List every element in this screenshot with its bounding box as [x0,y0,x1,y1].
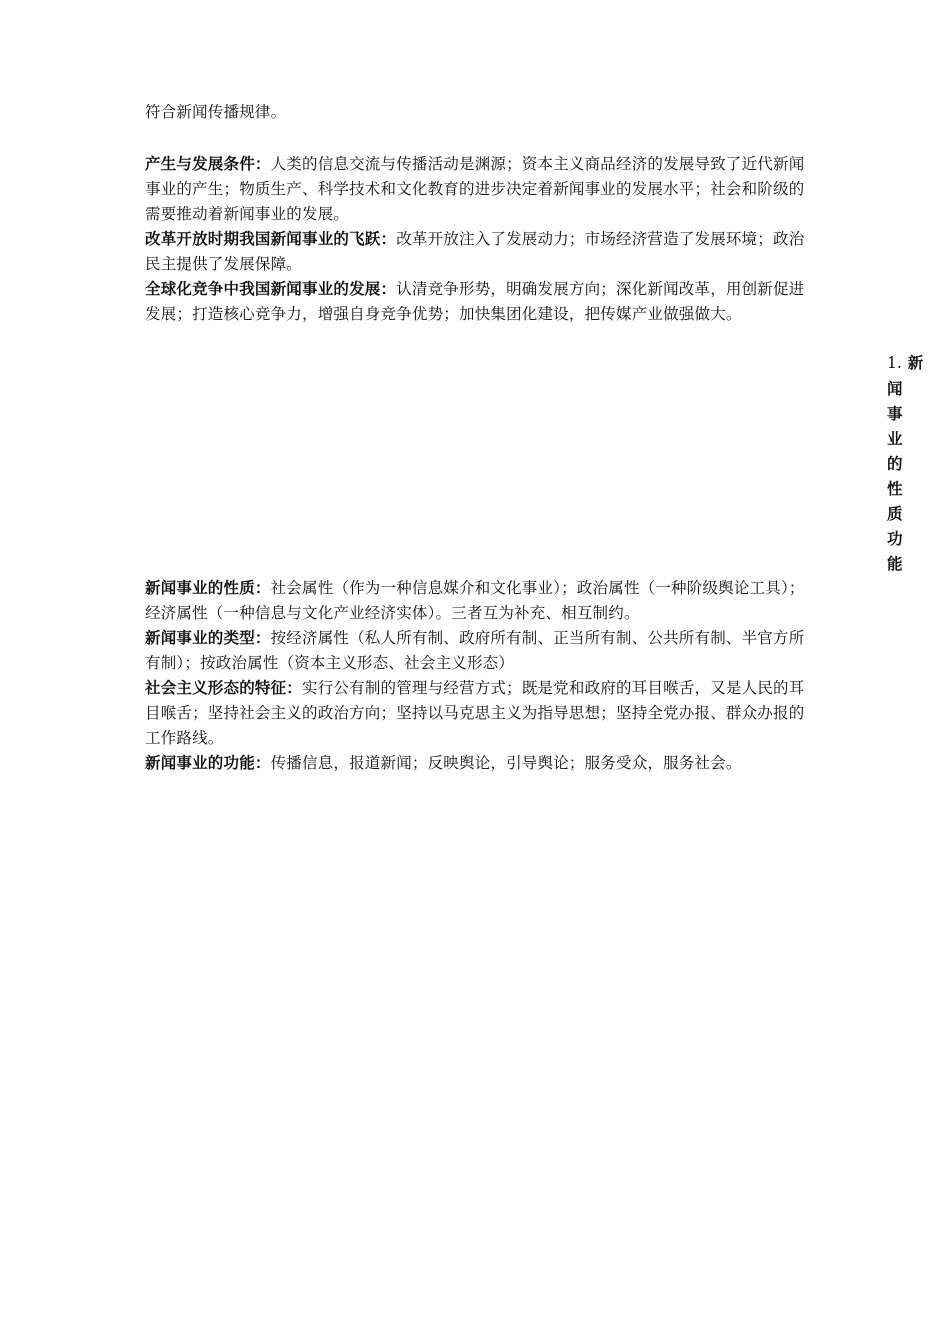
paragraph-text: 按经济属性（私人所有制、政府所有制、正当所有制、公共所有制、半官方所有制）；按政治属性（资本主义形态、社会主义形态） [145,629,805,672]
side-heading-char: 新 [907,353,924,372]
paragraph-text: 人类的信息交流与传播活动是渊源；资本主义商品经济的发展导致了近代新闻事业的产生；物质生产、科学技术和文化教育的进步决定着新闻事业的发展水平；社会和阶级的需要推动着新闻事业的发展。 [145,155,805,223]
paragraph-origin-conditions [145,151,805,227]
paragraph-label: 改革开放时期我国新闻事业的飞跃： [145,229,397,248]
paragraph-label: 新闻事业的功能： [145,753,271,772]
side-heading-number: 1. [887,354,902,372]
side-heading-char: 事 [887,404,903,423]
side-heading [887,350,937,576]
side-heading-char: 能 [887,554,903,573]
paragraph-label: 产生与发展条件： [145,154,271,173]
side-heading-char: 质 [887,504,903,523]
side-heading-char: 业 [887,429,903,448]
side-heading-first-line [887,350,937,376]
paragraph-reform-leap [145,226,805,277]
paragraph-label: 社会主义形态的特征： [145,678,303,697]
paragraph-label: 全球化竞争中我国新闻事业的发展： [145,279,397,298]
paragraph-text: 实行公有制的管理与经营方式；既是党和政府的耳目喉舌，又是人民的耳目喉舌；坚持社会主义的政治方向；坚持以马克思主义为指导思想；坚持全党办报、群众办报的工作路线。 [145,679,805,747]
paragraph-text: 社会属性（作为一种信息媒介和文化事业）；政治属性（一种阶级舆论工具）；经济属性（一种信息与文化产业经济实体）。三者互为补充、相互制约。 [145,579,805,622]
side-heading-char: 闻 [887,379,903,398]
paragraph-globalization [145,276,805,327]
paragraph-text: 传播信息，报道新闻；反映舆论，引导舆论；服务受众，服务社会。 [270,754,742,772]
paragraph-types [145,625,805,676]
side-heading-char: 性 [887,479,903,498]
side-heading-char: 功 [887,529,903,548]
paragraph-text: 认清竞争形势，明确发展方向；深化新闻改革，用创新促进发展；打造核心竞争力，增强自身竞争优势；加快集团化建设，把传媒产业做强做大。 [145,280,805,323]
paragraph-nature [145,575,805,626]
paragraph-functions [145,750,805,776]
paragraph-label: 新闻事业的性质： [145,578,271,597]
paragraph-text: 改革开放注入了发展动力；市场经济营造了发展环境；政治民主提供了发展保障。 [145,230,805,273]
paragraph-label: 新闻事业的类型： [145,628,271,647]
paragraph-socialist-features [145,675,805,751]
side-heading-char: 的 [887,454,903,473]
top-fragment [145,100,805,125]
top-fragment-text: 符合新闻传播规律。 [145,103,287,121]
